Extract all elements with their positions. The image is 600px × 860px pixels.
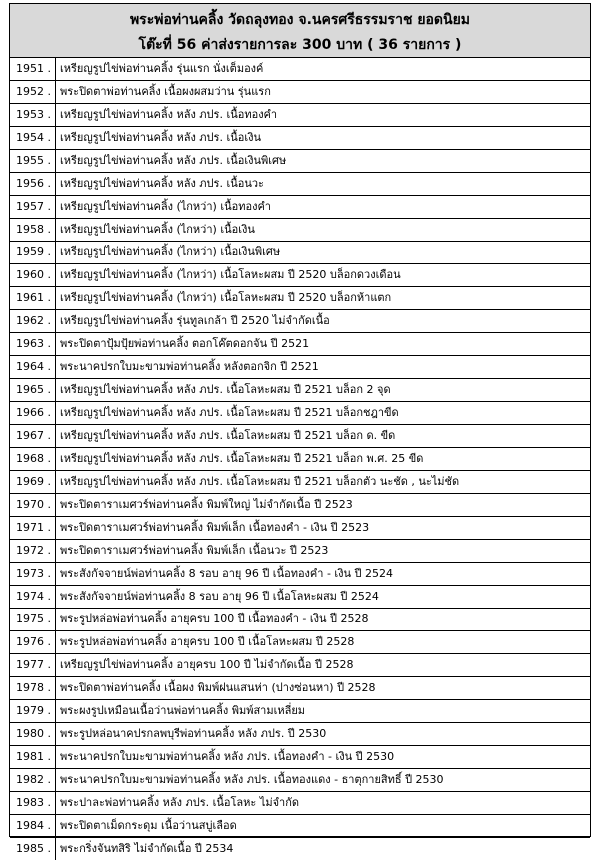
item-name: พระสังกัจจายน์พ่อท่านคลิ้ง 8 รอบ อายุ 96 ปี เนื้อโลหะผสม ปี 2524 — [56, 585, 591, 608]
item-name: พระสังกัจจายน์พ่อท่านคลิ้ง 8 รอบ อายุ 96 ปี เนื้อทองคำ - เงิน ปี 2524 — [56, 562, 591, 585]
item-number: 1957 . — [10, 195, 56, 218]
table-row — [10, 195, 590, 218]
item-name: เหรียญรูปไข่พ่อท่านคลิ้ง หลัง ภปร. เนื้อโลหะผสม ปี 2521 บล็อกตัว นะชัด , นะไม่ชัด — [56, 470, 591, 493]
table-row — [10, 837, 590, 859]
item-number: 1971 . — [10, 516, 56, 539]
table-row — [10, 58, 590, 80]
item-name: พระปิดตาราเมศวร์พ่อท่านคลิ้ง พิมพ์ใหญ่ ไม่จำกัดเนื้อ ปี 2523 — [56, 493, 591, 516]
item-name: เหรียญรูปไข่พ่อท่านคลิ้ง รุ่นแรก นั่งเต็มองค์ — [56, 58, 591, 80]
table-row — [10, 493, 590, 516]
item-number: 1979 . — [10, 700, 56, 723]
item-number: 1972 . — [10, 539, 56, 562]
item-name: เหรียญรูปไข่พ่อท่านคลิ้ง อายุครบ 100 ปี ไม่จำกัดเนื้อ ปี 2528 — [56, 654, 591, 677]
page-title: พระพ่อท่านคลิ้ง วัดถลุงทอง จ.นครศรีธรรมราช ยอดนิยม — [129, 12, 471, 28]
item-number: 1953 . — [10, 103, 56, 126]
item-name: เหรียญรูปไข่พ่อท่านคลิ้ง (ไกหว่า) เนื้อทองคำ — [56, 195, 591, 218]
item-number: 1978 . — [10, 677, 56, 700]
item-name: เหรียญรูปไข่พ่อท่านคลิ้ง (ไกหว่า) เนื้อเงิน — [56, 218, 591, 241]
item-number: 1960 . — [10, 264, 56, 287]
item-name: เหรียญรูปไข่พ่อท่านคลิ้ง หลัง ภปร. เนื้อเงินพิเศษ — [56, 149, 591, 172]
item-number: 1982 . — [10, 769, 56, 792]
item-name: เหรียญรูปไข่พ่อท่านคลิ้ง หลัง ภปร. เนื้อทองคำ — [56, 103, 591, 126]
item-name: พระกริ่งจันทสิริ ไม่จำกัดเนื้อ ปี 2534 — [56, 837, 591, 859]
table-row — [10, 310, 590, 333]
table-row — [10, 103, 590, 126]
table-row — [10, 172, 590, 195]
table-row — [10, 447, 590, 470]
table-row — [10, 241, 590, 264]
item-name: เหรียญรูปไข่พ่อท่านคลิ้ง (ไกหว่า) เนื้อโลหะผสม ปี 2520 บล็อกห้าแตก — [56, 287, 591, 310]
item-number: 1973 . — [10, 562, 56, 585]
item-name: เหรียญรูปไข่พ่อท่านคลิ้ง หลัง ภปร. เนื้อโลหะผสม ปี 2521 บล็อกชฎาขีด — [56, 402, 591, 425]
item-number: 1975 . — [10, 608, 56, 631]
item-number: 1956 . — [10, 172, 56, 195]
table-row — [10, 470, 590, 493]
item-name: เหรียญรูปไข่พ่อท่านคลิ้ง รุ่นทูลเกล้า ปี 2520 ไม่จำกัดเนื้อ — [56, 310, 591, 333]
item-name: พระปาละพ่อท่านคลิ้ง หลัง ภปร. เนื้อโลหะ ไม่จำกัด — [56, 792, 591, 815]
page-subtitle: โต๊ะที่ 56 ค่าส่งรายการละ 300 บาท ( 36 รายการ ) — [138, 37, 462, 53]
item-name: พระปิดตาราเมศวร์พ่อท่านคลิ้ง พิมพ์เล็ก เนื้อทองคำ - เงิน ปี 2523 — [56, 516, 591, 539]
item-name: เหรียญรูปไข่พ่อท่านคลิ้ง (ไกหว่า) เนื้อโลหะผสม ปี 2520 บล็อกดวงเดือน — [56, 264, 591, 287]
table-row — [10, 264, 590, 287]
table-row — [10, 126, 590, 149]
table-row — [10, 287, 590, 310]
table-row — [10, 402, 590, 425]
item-name: พระผงรูปเหมือนเนื้อว่านพ่อท่านคลิ้ง พิมพ์สามเหลี่ยม — [56, 700, 591, 723]
table-row — [10, 746, 590, 769]
item-name: เหรียญรูปไข่พ่อท่านคลิ้ง หลัง ภปร. เนื้อเงิน — [56, 126, 591, 149]
item-number: 1985 . — [10, 837, 56, 859]
item-name: เหรียญรูปไข่พ่อท่านคลิ้ง หลัง ภปร. เนื้อนวะ — [56, 172, 591, 195]
item-number: 1964 . — [10, 356, 56, 379]
table-row — [10, 814, 590, 837]
table-row — [10, 562, 590, 585]
table-row — [10, 769, 590, 792]
table-row — [10, 792, 590, 815]
item-name: พระรูปหล่อพ่อท่านคลิ้ง อายุครบ 100 ปี เนื้อทองคำ - เงิน ปี 2528 — [56, 608, 591, 631]
item-name: พระปิดตาพ่อท่านคลิ้ง เนื้อผงผสมว่าน รุ่นแรก — [56, 80, 591, 103]
item-number: 1958 . — [10, 218, 56, 241]
item-number: 1952 . — [10, 80, 56, 103]
table-row — [10, 379, 590, 402]
item-number: 1981 . — [10, 746, 56, 769]
table-row — [10, 218, 590, 241]
table-row — [10, 80, 590, 103]
item-name: พระปิดตาปุ้มปุ้ยพ่อท่านคลิ้ง ตอกโค๊ตดอกจัน ปี 2521 — [56, 333, 591, 356]
table-row — [10, 631, 590, 654]
item-name: พระนาคปรกใบมะขามพ่อท่านคลิ้ง หลัง ภปร. เนื้อทองคำ - เงิน ปี 2530 — [56, 746, 591, 769]
item-name: พระปิดตาเม็ดกระดุม เนื้อว่านสบู่เลือด — [56, 814, 591, 837]
table-row — [10, 585, 590, 608]
item-number: 1963 . — [10, 333, 56, 356]
item-number: 1970 . — [10, 493, 56, 516]
table-row — [10, 677, 590, 700]
table-row — [10, 700, 590, 723]
item-number: 1980 . — [10, 723, 56, 746]
item-name: เหรียญรูปไข่พ่อท่านคลิ้ง หลัง ภปร. เนื้อโลหะผสม ปี 2521 บล็อก ด. ขีด — [56, 425, 591, 448]
item-name: พระรูปหล่อนาคปรกลพบุรีพ่อท่านคลิ้ง หลัง ภปร. ปี 2530 — [56, 723, 591, 746]
table-row — [10, 723, 590, 746]
item-number: 1983 . — [10, 792, 56, 815]
table-row — [10, 149, 590, 172]
item-number: 1974 . — [10, 585, 56, 608]
item-name: พระปิดตาราเมศวร์พ่อท่านคลิ้ง พิมพ์เล็ก เนื้อนวะ ปี 2523 — [56, 539, 591, 562]
item-name: พระปิดตาพ่อท่านคลิ้ง เนื้อผง พิมพ์ฝนแสนห่า (ปางซ่อนหา) ปี 2528 — [56, 677, 591, 700]
listing-header — [10, 4, 590, 58]
item-number: 1959 . — [10, 241, 56, 264]
item-number: 1984 . — [10, 814, 56, 837]
item-number: 1961 . — [10, 287, 56, 310]
table-row — [10, 608, 590, 631]
item-name: เหรียญรูปไข่พ่อท่านคลิ้ง หลัง ภปร. เนื้อโลหะผสม ปี 2521 บล็อก 2 จุด — [56, 379, 591, 402]
item-number: 1968 . — [10, 447, 56, 470]
table-row — [10, 539, 590, 562]
item-number: 1954 . — [10, 126, 56, 149]
item-name: พระนาคปรกใบมะขามพ่อท่านคลิ้ง หลังตอกจิก ปี 2521 — [56, 356, 591, 379]
items-table — [10, 58, 590, 860]
table-row — [10, 516, 590, 539]
item-number: 1977 . — [10, 654, 56, 677]
item-number: 1976 . — [10, 631, 56, 654]
item-number: 1962 . — [10, 310, 56, 333]
item-number: 1965 . — [10, 379, 56, 402]
item-number: 1966 . — [10, 402, 56, 425]
listing-sheet — [9, 3, 591, 855]
table-row — [10, 333, 590, 356]
table-row — [10, 425, 590, 448]
item-number: 1951 . — [10, 58, 56, 80]
item-name: เหรียญรูปไข่พ่อท่านคลิ้ง (ไกหว่า) เนื้อเงินพิเศษ — [56, 241, 591, 264]
item-number: 1969 . — [10, 470, 56, 493]
table-row — [10, 654, 590, 677]
table-row — [10, 356, 590, 379]
item-name: พระนาคปรกใบมะขามพ่อท่านคลิ้ง หลัง ภปร. เนื้อทองแดง - ธาตุกายสิทธิ์ ปี 2530 — [56, 769, 591, 792]
item-number: 1955 . — [10, 149, 56, 172]
item-name: เหรียญรูปไข่พ่อท่านคลิ้ง หลัง ภปร. เนื้อโลหะผสม ปี 2521 บล็อก พ.ศ. 25 ขีด — [56, 447, 591, 470]
item-name: พระรูปหล่อพ่อท่านคลิ้ง อายุครบ 100 ปี เนื้อโลหะผสม ปี 2528 — [56, 631, 591, 654]
item-number: 1967 . — [10, 425, 56, 448]
